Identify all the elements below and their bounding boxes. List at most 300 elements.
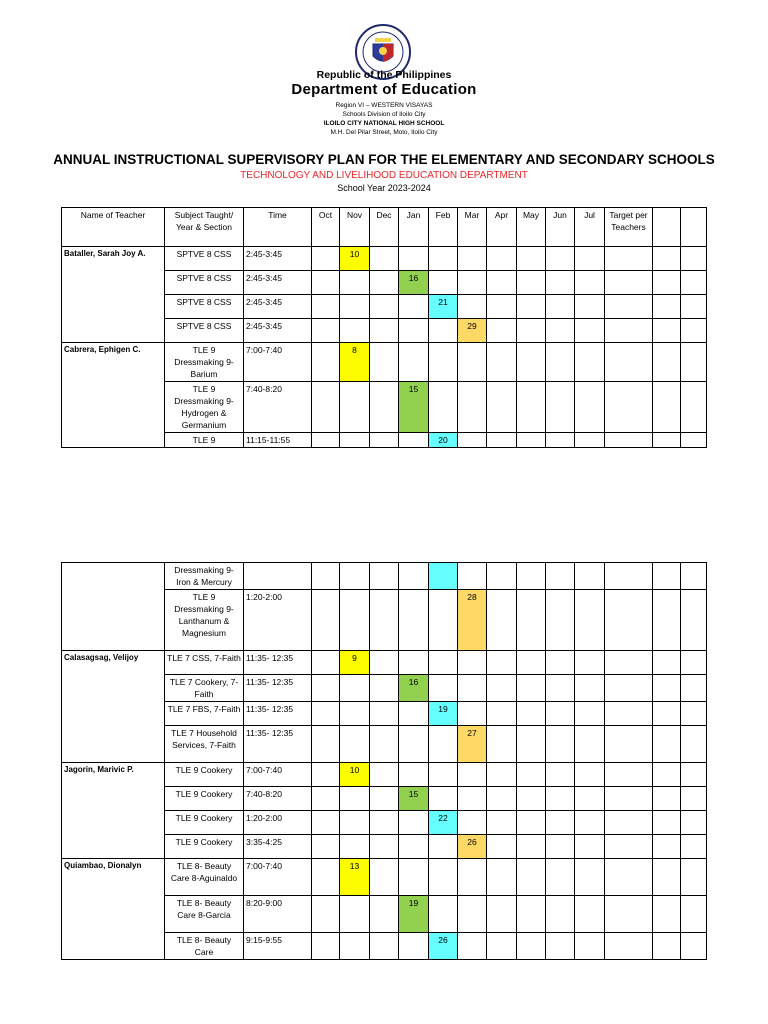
month-cell [458, 271, 487, 295]
blank-cell [681, 247, 707, 271]
target-cell [605, 675, 653, 702]
month-cell [370, 811, 399, 835]
schedule-mark-cell: 19 [399, 896, 429, 933]
time-cell: 2:45-3:45 [244, 247, 312, 271]
month-cell [399, 343, 429, 382]
schedule-mark-cell: 27 [458, 726, 487, 763]
month-cell [370, 702, 399, 726]
month-cell [340, 835, 370, 859]
month-cell [458, 787, 487, 811]
time-cell: 7:40-8:20 [244, 382, 312, 433]
month-cell [340, 295, 370, 319]
month-cell [517, 319, 546, 343]
blank-cell [681, 382, 707, 433]
month-cell [517, 563, 546, 590]
header-target: Target per Teachers [605, 208, 653, 247]
subject-cell: TLE 9 Cookery [165, 835, 244, 859]
month-cell [312, 590, 340, 651]
schedule-mark-cell: 20 [429, 433, 458, 448]
blank-cell [681, 319, 707, 343]
month-cell [429, 343, 458, 382]
month-cell [312, 787, 340, 811]
month-cell [458, 563, 487, 590]
month-cell [370, 859, 399, 896]
month-cell [370, 896, 399, 933]
time-cell: 1:20-2:00 [244, 811, 312, 835]
month-cell [399, 295, 429, 319]
month-cell [546, 247, 575, 271]
schedule-mark-cell: 16 [399, 675, 429, 702]
subject-cell: SPTVE 8 CSS [165, 295, 244, 319]
month-cell [312, 763, 340, 787]
month-cell [429, 382, 458, 433]
blank-cell [653, 933, 681, 960]
month-cell [517, 247, 546, 271]
month-cell [487, 247, 517, 271]
header-jan: Jan [399, 208, 429, 247]
time-cell: 7:00-7:40 [244, 763, 312, 787]
header-subject: Subject Taught/ Year & Section [165, 208, 244, 247]
month-cell [312, 295, 340, 319]
month-cell [575, 811, 605, 835]
month-cell [487, 859, 517, 896]
month-cell [575, 675, 605, 702]
target-cell [605, 382, 653, 433]
month-cell [487, 343, 517, 382]
month-cell [370, 933, 399, 960]
month-cell [487, 319, 517, 343]
month-cell [517, 295, 546, 319]
month-cell [312, 433, 340, 448]
target-cell [605, 271, 653, 295]
document-title: ANNUAL INSTRUCTIONAL SUPERVISORY PLAN FOR THE ELEMENTARY AND SECONDARY SCHOOLS [53, 152, 715, 167]
month-cell [370, 787, 399, 811]
month-cell [517, 382, 546, 433]
blank-cell [653, 319, 681, 343]
month-cell [429, 859, 458, 896]
month-cell [312, 933, 340, 960]
target-cell [605, 343, 653, 382]
month-cell [429, 319, 458, 343]
month-cell [546, 295, 575, 319]
subject-cell: TLE 7 CSS, 7-Faith [165, 651, 244, 675]
month-cell [429, 271, 458, 295]
month-cell [370, 675, 399, 702]
blank-cell [681, 271, 707, 295]
month-cell [370, 295, 399, 319]
supervisory-plan-table-page-2 [61, 562, 707, 960]
blank-cell [681, 859, 707, 896]
month-cell [429, 835, 458, 859]
month-cell [575, 787, 605, 811]
month-cell [399, 933, 429, 960]
region-label: Region VI – WESTERN VISAYAS [335, 102, 433, 109]
header-may: May [517, 208, 546, 247]
month-cell [546, 433, 575, 448]
blank-cell [681, 726, 707, 763]
blank-cell [653, 787, 681, 811]
blank-cell [681, 563, 707, 590]
time-cell: 7:00-7:40 [244, 859, 312, 896]
blank-cell [681, 811, 707, 835]
month-cell [546, 726, 575, 763]
schedule-mark-cell: 9 [340, 651, 370, 675]
subject-cell: TLE 9 [165, 433, 244, 448]
month-cell [546, 271, 575, 295]
blank-cell [681, 896, 707, 933]
month-cell [487, 835, 517, 859]
subject-cell: TLE 9 Dressmaking 9- Lanthanum & Magnesium [165, 590, 244, 651]
month-cell [458, 702, 487, 726]
header-feb: Feb [429, 208, 458, 247]
target-cell [605, 835, 653, 859]
month-cell [429, 247, 458, 271]
schedule-mark-cell: 26 [458, 835, 487, 859]
month-cell [370, 382, 399, 433]
blank-cell [681, 343, 707, 382]
month-cell [575, 247, 605, 271]
month-cell [340, 563, 370, 590]
month-cell [399, 763, 429, 787]
month-cell [487, 382, 517, 433]
month-cell [517, 763, 546, 787]
month-cell [517, 835, 546, 859]
blank-cell [681, 675, 707, 702]
teacher-name-cell: Bataller, Sarah Joy A. [62, 247, 165, 343]
month-cell [370, 651, 399, 675]
month-cell [340, 702, 370, 726]
month-cell [517, 859, 546, 896]
time-cell: 1:20-2:00 [244, 590, 312, 651]
blank-cell [653, 651, 681, 675]
table-row [62, 651, 707, 675]
month-cell [458, 933, 487, 960]
subject-cell: SPTVE 8 CSS [165, 319, 244, 343]
month-cell [487, 933, 517, 960]
table-row [62, 763, 707, 787]
target-cell [605, 590, 653, 651]
header-teacher: Name of Teacher [62, 208, 165, 247]
month-cell [399, 319, 429, 343]
month-cell [575, 933, 605, 960]
subject-cell: TLE 9 Dressmaking 9- Hydrogen & Germanium [165, 382, 244, 433]
month-cell [312, 271, 340, 295]
blank-cell [653, 343, 681, 382]
teacher-name-cell: Quiambao, Dionalyn [62, 859, 165, 960]
table-row [62, 859, 707, 896]
teacher-name-cell: Jagorin, Marivic P. [62, 763, 165, 859]
blank-cell [681, 702, 707, 726]
target-cell [605, 247, 653, 271]
schedule-mark-cell: 10 [340, 247, 370, 271]
target-cell [605, 859, 653, 896]
header-oct: Oct [312, 208, 340, 247]
header-jul: Jul [575, 208, 605, 247]
teacher-name-cell [62, 563, 165, 651]
month-cell [399, 247, 429, 271]
blank-cell [653, 726, 681, 763]
month-cell [517, 343, 546, 382]
month-cell [370, 343, 399, 382]
subject-cell: TLE 8- Beauty Care 8-Aguinaldo [165, 859, 244, 896]
month-cell [458, 295, 487, 319]
month-cell [370, 271, 399, 295]
month-cell [399, 651, 429, 675]
blank-cell [681, 763, 707, 787]
blank-cell [653, 896, 681, 933]
subject-cell: Dressmaking 9- Iron & Mercury [165, 563, 244, 590]
time-cell: 2:45-3:45 [244, 271, 312, 295]
month-cell [312, 835, 340, 859]
month-cell [312, 811, 340, 835]
blank-cell [653, 563, 681, 590]
month-cell [546, 896, 575, 933]
month-cell [370, 835, 399, 859]
subject-cell: TLE 9 Cookery [165, 787, 244, 811]
month-cell [429, 651, 458, 675]
month-cell [458, 859, 487, 896]
month-cell [517, 811, 546, 835]
month-cell [340, 787, 370, 811]
month-cell [546, 675, 575, 702]
month-cell [517, 433, 546, 448]
month-cell [340, 811, 370, 835]
subject-cell: SPTVE 8 CSS [165, 247, 244, 271]
subject-cell: TLE 7 Household Services, 7-Faith [165, 726, 244, 763]
department-subtitle: TECHNOLOGY AND LIVELIHOOD EDUCATION DEPARTMENT [240, 170, 528, 181]
blank-cell [653, 702, 681, 726]
month-cell [399, 433, 429, 448]
header-apr: Apr [487, 208, 517, 247]
blank-cell [653, 271, 681, 295]
target-cell [605, 763, 653, 787]
target-cell [605, 726, 653, 763]
month-cell [546, 933, 575, 960]
month-cell [312, 247, 340, 271]
month-cell [487, 271, 517, 295]
month-cell [517, 590, 546, 651]
time-cell: 8:20-9:00 [244, 896, 312, 933]
month-cell [312, 675, 340, 702]
subject-cell: TLE 8- Beauty Care 8-Garcia [165, 896, 244, 933]
month-cell [458, 343, 487, 382]
month-cell [517, 271, 546, 295]
month-cell [458, 675, 487, 702]
teacher-name-cell: Cabrera, Ephigen C. [62, 343, 165, 448]
subject-cell: SPTVE 8 CSS [165, 271, 244, 295]
republic-label: Republic of the Philippines [316, 69, 452, 81]
month-cell [487, 702, 517, 726]
header-time: Time [244, 208, 312, 247]
supervisory-plan-table-page-1 [61, 207, 707, 448]
month-cell [340, 590, 370, 651]
subject-cell: TLE 9 Dressmaking 9-Barium [165, 343, 244, 382]
blank-cell [681, 433, 707, 448]
target-cell [605, 702, 653, 726]
month-cell [575, 763, 605, 787]
table-row [62, 563, 707, 590]
month-cell [487, 726, 517, 763]
month-cell [312, 859, 340, 896]
month-cell [546, 590, 575, 651]
month-cell [575, 433, 605, 448]
month-cell [340, 726, 370, 763]
header-dec: Dec [370, 208, 399, 247]
school-year: School Year 2023-2024 [337, 183, 431, 193]
month-cell [575, 726, 605, 763]
month-cell [340, 675, 370, 702]
schedule-mark-cell: 28 [458, 590, 487, 651]
division-label: Schools Division of Iloilo City [342, 111, 426, 118]
month-cell [517, 702, 546, 726]
month-cell [458, 651, 487, 675]
blank-cell [681, 933, 707, 960]
month-cell [517, 726, 546, 763]
month-cell [340, 896, 370, 933]
month-cell [340, 271, 370, 295]
month-cell [312, 319, 340, 343]
schedule-mark-cell: 10 [340, 763, 370, 787]
month-cell [546, 835, 575, 859]
table-row [62, 247, 707, 271]
month-cell [370, 433, 399, 448]
month-cell [575, 702, 605, 726]
blank-cell [681, 295, 707, 319]
time-cell [244, 563, 312, 590]
month-cell [487, 787, 517, 811]
school-label: ILOILO CITY NATIONAL HIGH SCHOOL [323, 120, 445, 127]
month-cell [546, 343, 575, 382]
subject-cell: TLE 7 Cookery, 7-Faith [165, 675, 244, 702]
month-cell [429, 590, 458, 651]
month-cell [312, 563, 340, 590]
blank-cell [653, 295, 681, 319]
schedule-mark-cell: 19 [429, 702, 458, 726]
blank-cell [681, 787, 707, 811]
month-cell [487, 295, 517, 319]
header-jun: Jun [546, 208, 575, 247]
header-mar: Mar [458, 208, 487, 247]
blank-cell [681, 590, 707, 651]
month-cell [399, 726, 429, 763]
target-cell [605, 787, 653, 811]
month-cell [370, 763, 399, 787]
target-cell [605, 651, 653, 675]
time-cell: 11:35- 12:35 [244, 675, 312, 702]
schedule-mark-cell: 29 [458, 319, 487, 343]
month-cell [546, 763, 575, 787]
blank-cell [681, 651, 707, 675]
time-cell: 7:00-7:40 [244, 343, 312, 382]
schedule-mark-cell: 22 [429, 811, 458, 835]
time-cell: 2:45-3:45 [244, 319, 312, 343]
month-cell [370, 319, 399, 343]
teacher-name-cell: Calasagsag, Velijoy [62, 651, 165, 763]
address-label: M.H. Del Pilar Street, Molo, Iloilo City [330, 129, 438, 136]
month-cell [575, 651, 605, 675]
blank-cell [653, 675, 681, 702]
table-header-row [62, 208, 707, 247]
month-cell [575, 835, 605, 859]
month-cell [399, 563, 429, 590]
schedule-mark-cell: 15 [399, 787, 429, 811]
month-cell [517, 651, 546, 675]
blank-cell [653, 859, 681, 896]
month-cell [312, 382, 340, 433]
subject-cell: TLE 8- Beauty Care [165, 933, 244, 960]
month-cell [312, 726, 340, 763]
month-cell [399, 859, 429, 896]
blank-cell [653, 835, 681, 859]
time-cell: 11:35- 12:35 [244, 726, 312, 763]
month-cell [312, 896, 340, 933]
month-cell [546, 787, 575, 811]
target-cell [605, 319, 653, 343]
month-cell [340, 382, 370, 433]
target-cell [605, 896, 653, 933]
month-cell [575, 343, 605, 382]
blank-column [681, 208, 707, 247]
table-row [62, 343, 707, 382]
month-cell [575, 382, 605, 433]
month-cell [429, 763, 458, 787]
blank-cell [653, 433, 681, 448]
department-title: Department of Education [291, 81, 477, 98]
blank-cell [653, 247, 681, 271]
target-cell [605, 433, 653, 448]
month-cell [312, 343, 340, 382]
month-cell [575, 859, 605, 896]
month-cell [517, 896, 546, 933]
month-cell [370, 590, 399, 651]
month-cell [575, 563, 605, 590]
month-cell [517, 675, 546, 702]
month-cell [575, 319, 605, 343]
blank-cell [681, 835, 707, 859]
schedule-mark-cell: 15 [399, 382, 429, 433]
month-cell [312, 702, 340, 726]
month-cell [370, 563, 399, 590]
month-cell [399, 811, 429, 835]
month-cell [546, 382, 575, 433]
month-cell [575, 590, 605, 651]
month-cell [546, 811, 575, 835]
month-cell [458, 247, 487, 271]
month-cell [429, 726, 458, 763]
month-cell [517, 933, 546, 960]
month-cell [340, 933, 370, 960]
month-cell [429, 787, 458, 811]
month-cell [575, 271, 605, 295]
blank-column [653, 208, 681, 247]
month-cell [458, 896, 487, 933]
month-cell [575, 896, 605, 933]
time-cell: 11:15-11:55 [244, 433, 312, 448]
month-cell [487, 763, 517, 787]
month-cell [429, 675, 458, 702]
target-cell [605, 295, 653, 319]
month-cell [487, 811, 517, 835]
month-cell [487, 896, 517, 933]
month-cell [487, 651, 517, 675]
month-cell [312, 651, 340, 675]
schedule-mark-cell: 13 [340, 859, 370, 896]
blank-cell [653, 811, 681, 835]
month-cell [546, 319, 575, 343]
month-cell [340, 433, 370, 448]
schedule-mark-cell [429, 563, 458, 590]
blank-cell [653, 382, 681, 433]
